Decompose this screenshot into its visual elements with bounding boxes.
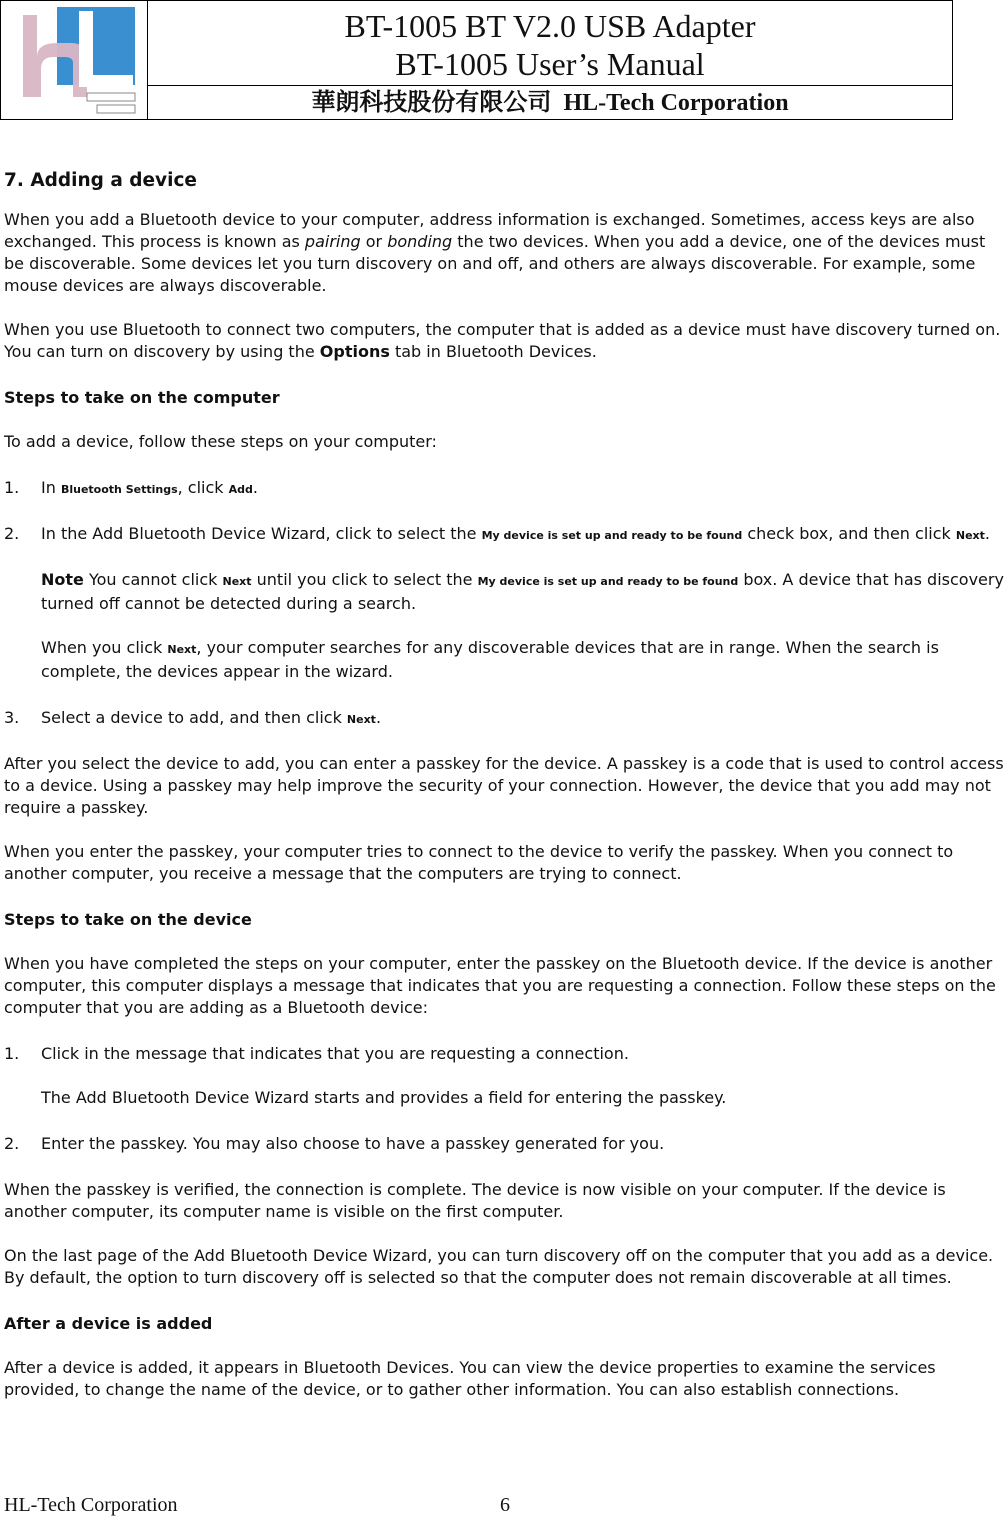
- search-paragraph: When you click Next, your computer searches for any discoverable devices that are in range. When the search is complete, the devices appear in the wizard.: [41, 638, 939, 681]
- page-header: [0, 0, 953, 120]
- subheading-added: After a device is added: [4, 1314, 213, 1333]
- page-body: [4, 168, 1006, 1401]
- last-page-paragraph: On the last page of the Add Bluetooth Device Wizard, you can turn discovery off on the computer that you add as a device. By default, the option to turn discovery off is selected so that the computer does not remain discoverable at all times.: [4, 1246, 994, 1287]
- title-line-2: BT-1005 User’s Manual: [395, 46, 705, 82]
- added-paragraph: After a device is added, it appears in Bluetooth Devices. You can view the device properties to examine the services provided, to change the name of the device, or to gather other information. You can also establish connections.: [4, 1358, 936, 1399]
- device-step-1: 1. Click in the message that indicates that you are requesting a connection.: [4, 1044, 629, 1063]
- company-banner: [148, 86, 952, 119]
- page-number: 6: [500, 1494, 510, 1516]
- page-footer: [4, 1494, 1004, 1517]
- device-paragraph: When you have completed the steps on your computer, enter the passkey on the Bluetooth device. If the device is another computer, this computer displays a message that indicates that you are requesting a connection. Follow these steps on the computer that you are adding as a Bluetooth device:: [4, 954, 996, 1017]
- hl-tech-logo: [1, 1, 148, 119]
- step-1: 1. In Bluetooth Settings, click Add.: [4, 478, 258, 497]
- device-step-1-note: The Add Bluetooth Device Wizard starts and provides a field for entering the passkey.: [41, 1088, 727, 1107]
- paragraph-intro: When you add a Bluetooth device to your computer, address information is exchanged. Sometimes, access keys are also exchanged. This process is known as pairing or bonding the two devices. When you add a device, one of the devices must be discoverable. Some devices let you turn discovery on and off, and others are always discoverable. For example, some mouse devices are always discoverable.: [4, 210, 986, 295]
- computer-intro: To add a device, follow these steps on your computer:: [4, 432, 437, 451]
- verified-paragraph: When the passkey is verified, the connection is complete. The device is now visible on your computer. If the device is another computer, its computer name is visible on the first computer.: [4, 1180, 946, 1221]
- device-step-2: 2. Enter the passkey. You may also choose to have a passkey generated for you.: [4, 1134, 665, 1153]
- subheading-device: Steps to take on the device: [4, 910, 252, 929]
- subheading-computer: Steps to take on the computer: [4, 388, 280, 407]
- title-line-1: BT-1005 BT V2.0 USB Adapter: [344, 8, 756, 44]
- paragraph-discovery: When you use Bluetooth to connect two computers, the computer that is added as a device must have discovery turned on. You can turn on discovery by using the Options tab in Bluetooth Devices.: [4, 320, 1001, 361]
- company-name-chinese: 華朗科技股份有限公司: [311, 87, 552, 116]
- company-name-english: HL-Tech Corporation: [563, 90, 789, 116]
- passkey-paragraph: After you select the device to add, you can enter a passkey for the device. A passkey is a code that is used to control access to a device. Using a passkey may help improve the security of your connection. However, the device that you add may not require a passkey.: [4, 754, 1004, 817]
- note-paragraph: Note You cannot click Next until you click to select the My device is set up and ready to be found box. A device that has discovery turned off cannot be detected during a search.: [41, 570, 1004, 613]
- footer-company: HL-Tech Corporation: [4, 1494, 178, 1516]
- section-heading: 7. Adding a device: [4, 170, 197, 191]
- step-3: 3. Select a device to add, and then click Next.: [4, 708, 382, 727]
- document-title: [148, 1, 952, 86]
- step-2: 2. In the Add Bluetooth Device Wizard, click to select the My device is set up and ready to be found check box, and then click Next.: [4, 524, 990, 543]
- connect-paragraph: When you enter the passkey, your computer tries to connect to the device to verify the passkey. When you connect to another computer, you receive a message that the computers are trying to connect.: [4, 842, 954, 883]
